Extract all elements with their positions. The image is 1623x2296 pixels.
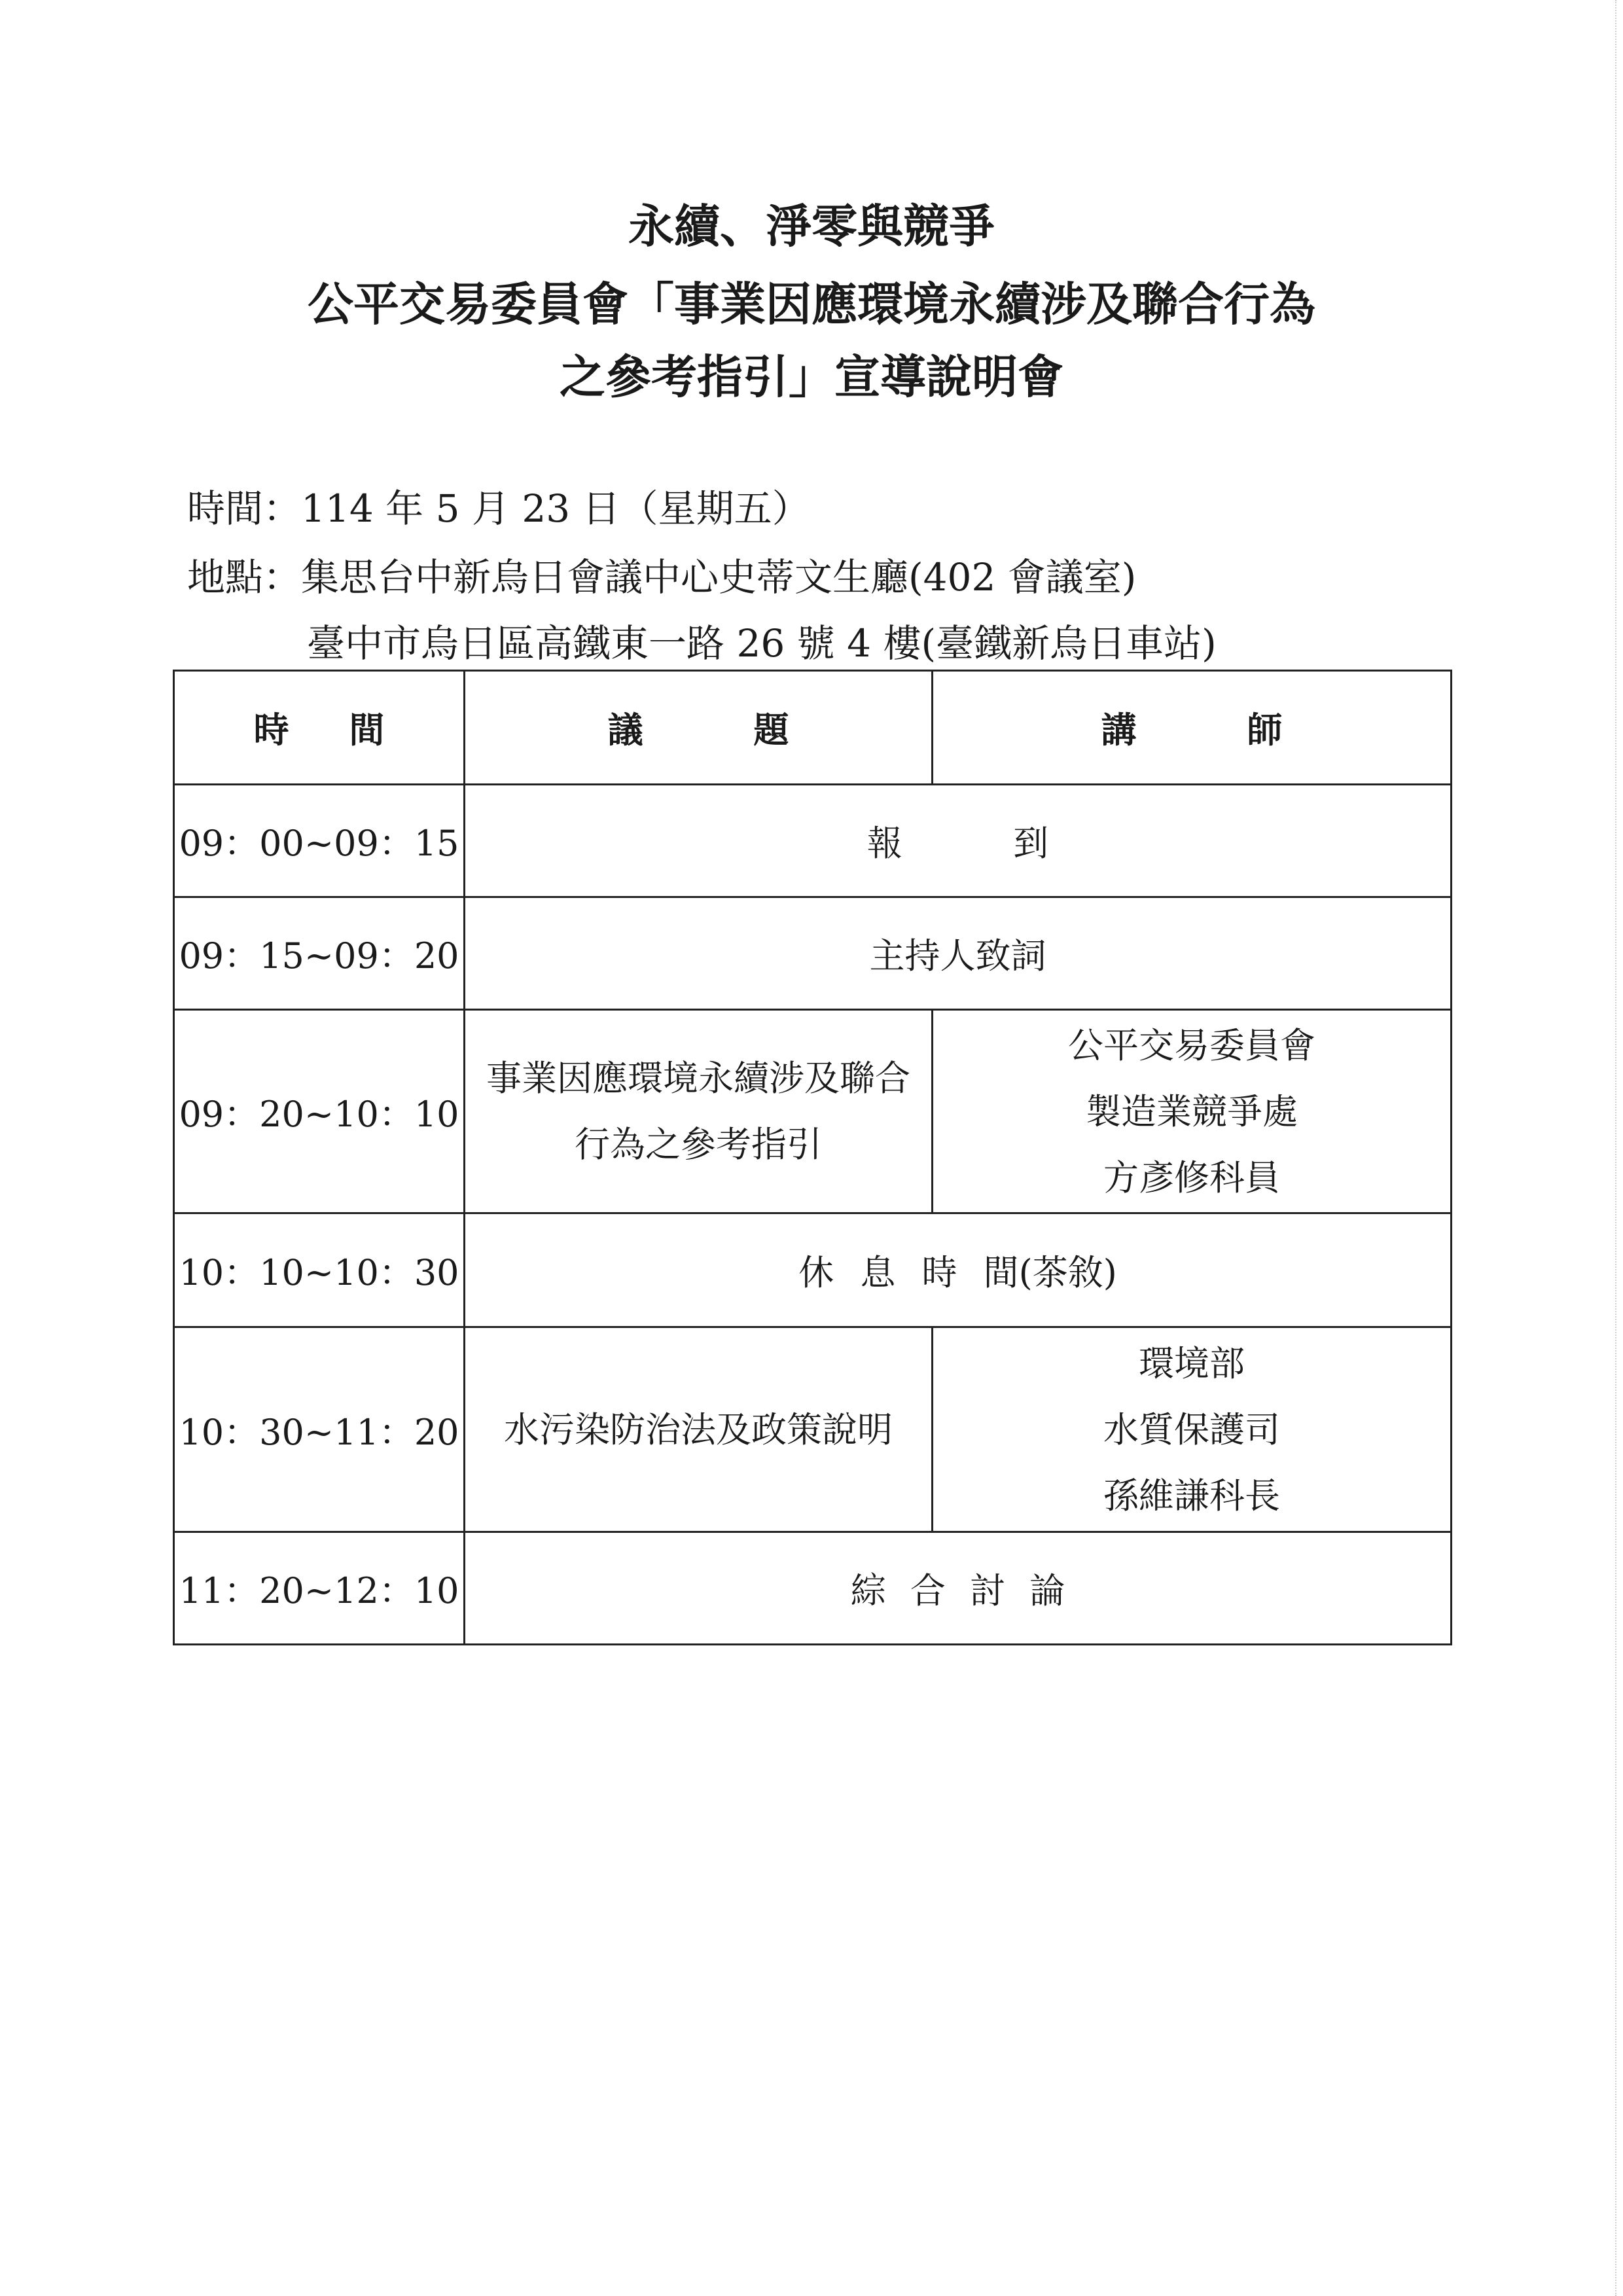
event-venue-line xyxy=(187,554,1136,600)
agenda-time-cell: 09：20~10：10 xyxy=(174,1010,465,1213)
title-line-3: 之參考指引」宣導說明會 xyxy=(560,350,1063,404)
speaker-name: 方彥修科員 xyxy=(1103,1157,1280,1198)
speaker-name: 孫維謙科長 xyxy=(1103,1475,1280,1516)
agenda-topic-cell xyxy=(465,1010,933,1213)
topic-line: 事業因應環境永續涉及聯合 xyxy=(486,1058,910,1099)
agenda-merged-item-cell: 休 息 時 間(茶敘) xyxy=(465,1213,1452,1327)
agenda-row xyxy=(174,1213,1452,1327)
title-line-1: 永續、淨零與競爭 xyxy=(628,199,995,253)
agenda-merged-item-cell: 報 到 xyxy=(465,785,1452,897)
agenda-merged-item-cell: 綜 合 討 論 xyxy=(465,1532,1452,1645)
speaker-department: 水質保護司 xyxy=(1103,1408,1280,1450)
agenda-speaker-cell xyxy=(933,1327,1452,1532)
header-speaker: 講 師 xyxy=(933,671,1452,785)
agenda-topic-cell xyxy=(465,1327,933,1532)
agenda-time-cell: 10：30~11：20 xyxy=(174,1327,465,1532)
agenda-row xyxy=(174,785,1452,897)
agenda-row xyxy=(174,1010,1452,1213)
topic-line: 行為之參考指引 xyxy=(575,1124,822,1165)
agenda-time-cell: 09：00~09：15 xyxy=(174,785,465,897)
agenda-time-cell: 11：20~12：10 xyxy=(174,1532,465,1645)
agenda-merged-item-cell: 主持人致詞 xyxy=(465,897,1452,1010)
topic-line: 水污染防治法及政策說明 xyxy=(504,1408,893,1450)
header-time: 時 間 xyxy=(174,671,465,785)
agenda-time-cell: 09：15~09：20 xyxy=(174,897,465,1010)
speaker-organization: 環境部 xyxy=(1139,1342,1245,1384)
speaker-department: 製造業競爭處 xyxy=(1086,1090,1298,1132)
event-time-line xyxy=(187,486,810,531)
agenda-table xyxy=(173,670,1452,1645)
event-time-value: 114 年 5 月 23 日（星期五） xyxy=(301,486,810,531)
header-topic: 議 題 xyxy=(465,671,933,785)
scan-edge-artifact xyxy=(1615,0,1616,2296)
event-venue-value: 集思台中新烏日會議中心史蒂文生廳(402 會議室) xyxy=(301,555,1137,600)
agenda-speaker-cell xyxy=(933,1010,1452,1213)
event-time-label: 時間： xyxy=(187,486,302,531)
agenda-row xyxy=(174,897,1452,1010)
event-address: 臺中市烏日區高鐵東一路 26 號 4 樓(臺鐵新烏日車站) xyxy=(307,621,1217,666)
title-line-2: 公平交易委員會「事業因應環境永續涉及聯合行為 xyxy=(308,277,1315,331)
agenda-header-row xyxy=(174,671,1452,785)
agenda-time-cell: 10：10~10：30 xyxy=(174,1213,465,1327)
speaker-organization: 公平交易委員會 xyxy=(1068,1024,1315,1066)
agenda-row xyxy=(174,1327,1452,1532)
agenda-row xyxy=(174,1532,1452,1645)
event-venue-label: 地點： xyxy=(187,555,302,600)
